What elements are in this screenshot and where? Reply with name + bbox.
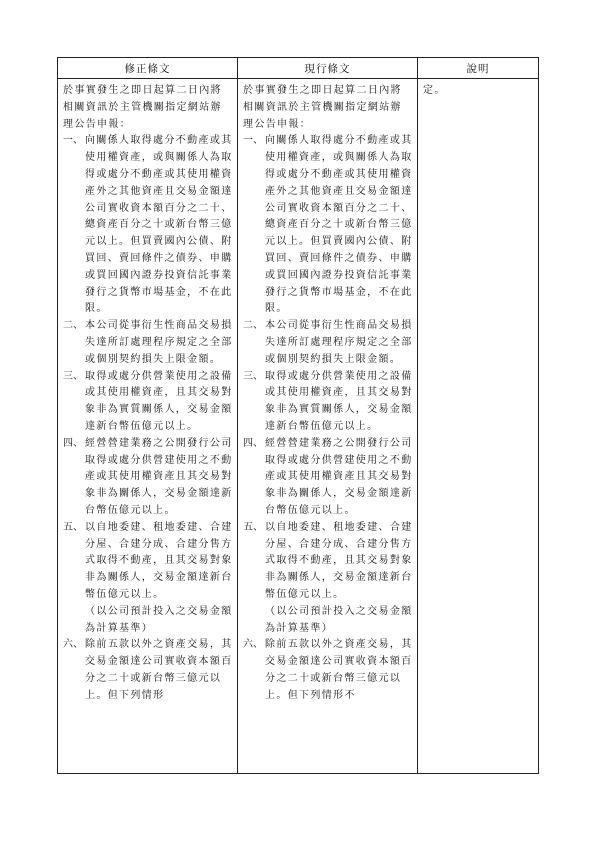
table-row bbox=[58, 79, 539, 774]
table-header-row bbox=[58, 58, 539, 79]
item-number: 二、 bbox=[243, 320, 263, 332]
current-cell bbox=[238, 79, 418, 774]
document-page bbox=[57, 57, 538, 774]
current-item-6 bbox=[243, 637, 413, 704]
revised-item-6 bbox=[63, 637, 233, 704]
item-number: 一、 bbox=[243, 135, 263, 147]
current-item-4 bbox=[243, 436, 413, 520]
item-number: 六、 bbox=[63, 639, 83, 651]
revised-item-3 bbox=[63, 369, 233, 436]
item-number: 五、 bbox=[243, 521, 263, 533]
current-item-1 bbox=[243, 133, 413, 318]
comparison-table bbox=[57, 57, 539, 774]
item-text: 經營營建業務之公開發行公司取得或處分供營建使用之不動產或其使用權資產且其交易對象非為關係人，交易金額達新台幣伍億元以上。 bbox=[85, 437, 233, 516]
current-item-5 bbox=[243, 520, 413, 604]
explanation-cell bbox=[418, 79, 539, 774]
item-text: 除前五款以外之資產交易，其交易金額達公司實收資本額百分之二十或新台幣三億元以上。但下列情形不 bbox=[265, 639, 413, 701]
revised-intro: 於事實發生之即日起算二日內將相關資訊於主管機關指定網站辦理公告申報： bbox=[63, 85, 222, 130]
current-item-2 bbox=[243, 318, 413, 368]
item-text: 以自地委建、租地委建、合建分屋、合建分成、合建分售方式取得不動產，且其交易對象非為關係人，交易金額達新台幣伍億元以上。 bbox=[85, 521, 233, 600]
item-text: 以自地委建、租地委建、合建分屋、合建分成、合建分售方式取得不動產，且其交易對象非為關係人，交易金額達新台幣伍億元以上。 bbox=[265, 521, 413, 600]
item-number: 一、 bbox=[63, 135, 83, 147]
current-item-5-note: （以公司預計投入之交易金額為計算基準） bbox=[265, 605, 413, 634]
item-text: 本公司從事衍生性商品交易損失達所訂處理程序規定之全部或個別契約損失上限金額。 bbox=[265, 320, 413, 365]
header-note: 說明 bbox=[418, 58, 539, 79]
explanation-text: 定。 bbox=[423, 85, 446, 96]
revised-item-5-note: （以公司預計投入之交易金額為計算基準） bbox=[85, 605, 233, 634]
revised-item-5 bbox=[63, 520, 233, 604]
current-intro: 於事實發生之即日起算二日內將相關資訊於主管機關指定網站辦理公告申報： bbox=[243, 85, 402, 130]
header-revised: 修正條文 bbox=[58, 58, 238, 79]
item-text: 向關係人取得處分不動產或其使用權資產，或與關係人為取得或處分不動產或其使用權資產外之其他資產且交易金額達公司實收資本額百分之二十、總資產百分之十或新台幣三億元以上。但買賣國內公債、附買回、賣回條件之債券、申購或買回國內證券投資信託事業發行之貨幣市場基金，不在此限。 bbox=[265, 135, 413, 315]
item-number: 六、 bbox=[243, 639, 263, 651]
current-item-3 bbox=[243, 369, 413, 436]
item-text: 向關係人取得處分不動產或其使用權資產，或與關係人為取得或處分不動產或其使用權資產外之其他資產且交易金額達公司實收資本額百分之二十、總資產百分之十或新台幣三億元以上。但買賣國內公債、附買回、賣回條件之債券、申購或買回國內證券投資信託事業發行之貨幣市場基金，不在此限。 bbox=[85, 135, 233, 315]
item-number: 五、 bbox=[63, 521, 83, 533]
revised-item-1 bbox=[63, 133, 233, 318]
header-current: 現行條文 bbox=[238, 58, 418, 79]
item-number: 四、 bbox=[63, 437, 83, 449]
revised-item-4 bbox=[63, 436, 233, 520]
item-text: 取得或處分供營業使用之設備或其使用權資產，且其交易對象非為實質關係人，交易金額達新台幣伍億元以上。 bbox=[85, 370, 233, 432]
item-text: 取得或處分供營業使用之設備或其使用權資產，且其交易對象非為實質關係人，交易金額達新台幣伍億元以上。 bbox=[265, 370, 413, 432]
item-text: 經營營建業務之公開發行公司取得或處分供營建使用之不動產或其使用權資產且其交易對象非為關係人，交易金額達新台幣伍億元以上。 bbox=[265, 437, 413, 516]
revised-item-2 bbox=[63, 318, 233, 368]
item-number: 三、 bbox=[63, 370, 83, 382]
item-text: 除前五款以外之資產交易，其交易金額達公司實收資本額百分之二十或新台幣三億元以上。但下列情形 bbox=[85, 639, 233, 701]
item-number: 二、 bbox=[63, 320, 83, 332]
item-number: 三、 bbox=[243, 370, 263, 382]
item-text: 本公司從事衍生性商品交易損失達所訂處理程序規定之全部或個別契約損失上限金額。 bbox=[85, 320, 233, 365]
item-number: 四、 bbox=[243, 437, 263, 449]
revised-cell bbox=[58, 79, 238, 774]
